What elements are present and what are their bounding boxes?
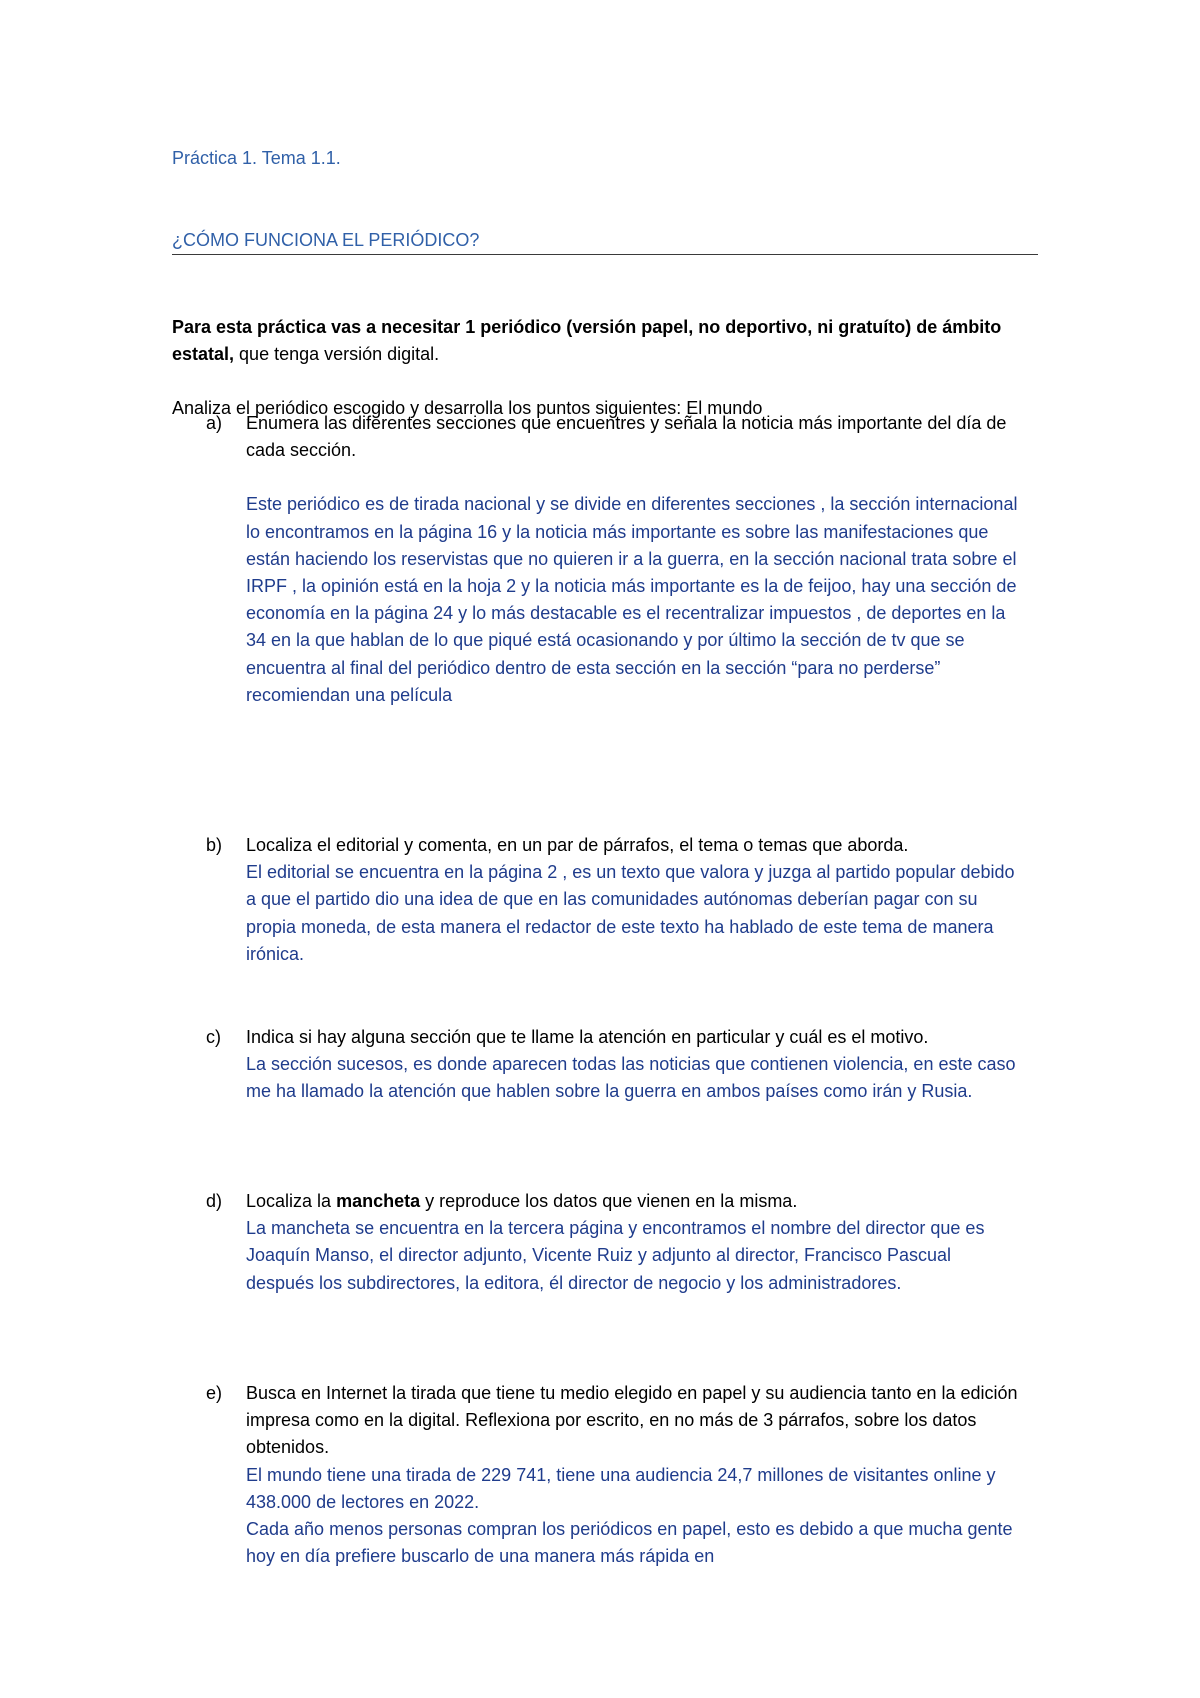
answer-text: La sección sucesos, es donde aparecen todas las noticias que contienen violencia, en este caso me ha llamado la atención que hablen sobre la guerra en ambos países como irán y Rusia. bbox=[246, 1054, 1016, 1102]
answer-text: Este periódico es de tirada nacional y se divide en diferentes secciones , la sección internacional lo encontramos en la página 16 y la noticia más importante es sobre las manifestaciones que están haciendo los reservistas que no quieren ir a la guerra, en la sección nacional trata sobre el IRPF , la opinión está en la hoja 2 y la noticia más importante es la de feijoo, hay una sección de economía en la página 24 y lo más destacable es el recentralizar impuestos , de deportes en la 34 en la que hablan de lo que piqué está ocasionando y por último la sección de tv que se encuentra al final del periódico dentro de esta sección en la sección “para no perderse” recomiendan una película bbox=[246, 494, 1018, 705]
instructions-paragraph: Analiza el periódico escogido y desarrolla los puntos siguientes: El mundo bbox=[172, 398, 763, 418]
question-text: Indica si hay alguna sección que te llame la atención en particular y cuál es el motivo. bbox=[246, 1027, 929, 1047]
document-title: ¿CÓMO FUNCIONA EL PERIÓDICO? bbox=[172, 228, 1038, 255]
answer-text: El mundo tiene una tirada de 229 741, tiene una audiencia 24,7 millones de visitantes online y 438.000 de lectores en 2022. bbox=[246, 1464, 996, 1512]
intro-bold-text: Para esta práctica vas a necesitar 1 periódico (versión papel, no deportivo, ni gratuíto) de ámbito estatal, bbox=[172, 317, 1002, 364]
list-item-e bbox=[172, 1380, 1022, 1570]
question-keyword: mancheta bbox=[336, 1191, 421, 1211]
list-item-d bbox=[172, 1188, 1022, 1297]
question-text: Localiza el editorial y comenta, en un par de párrafos, el tema o temas que aborda. bbox=[246, 835, 909, 855]
answer-text: La mancheta se encuentra en la tercera página y encontramos el nombre del director que es Joaquín Manso, el director adjunto, Vicente Ruiz y adjunto al director, Francisco Pascual después los subdirectores, la editora, él director de negocio y los administradores. bbox=[246, 1218, 985, 1293]
list-marker: b) bbox=[206, 835, 223, 855]
question-text-start: Localiza la bbox=[246, 1191, 337, 1211]
answer-text-continued: Cada año menos personas compran los periódicos en papel, esto es debido a que mucha gente hoy en día prefiere buscarlo de una manera más rápida en bbox=[246, 1519, 1013, 1567]
practice-label: Práctica 1. Tema 1.1. bbox=[172, 148, 341, 168]
list-marker: c) bbox=[206, 1027, 221, 1047]
list-item-a bbox=[172, 410, 1022, 709]
question-text bbox=[246, 1188, 1022, 1215]
list-marker: d) bbox=[206, 1191, 223, 1211]
list-marker: a) bbox=[206, 413, 223, 433]
list-marker: e) bbox=[206, 1383, 223, 1403]
list-item-b bbox=[172, 832, 1022, 968]
question-text: Busca en Internet la tirada que tiene tu medio elegido en papel y su audiencia tanto en la edición impresa como en la digital. Reflexiona por escrito, en no más de 3 párrafos, sobre los datos obtenidos. bbox=[246, 1383, 1018, 1458]
question-text-end: y reproduce los datos que vienen en la misma. bbox=[420, 1191, 798, 1211]
intro-paragraph bbox=[172, 314, 1022, 368]
intro-normal-text: que tenga versión digital. bbox=[234, 344, 440, 364]
question-text: Enumera las diferentes secciones que encuentres y señala la noticia más importante del día de cada sección. bbox=[246, 413, 1007, 461]
answer-text: El editorial se encuentra en la página 2 , es un texto que valora y juzga al partido popular debido a que el partido dio una idea de que en las comunidades autónomas deberían pagar con su propia moneda, de esta manera el redactor de este texto ha hablado de este tema de manera irónica. bbox=[246, 862, 1015, 964]
list-item-c bbox=[172, 1024, 1022, 1106]
